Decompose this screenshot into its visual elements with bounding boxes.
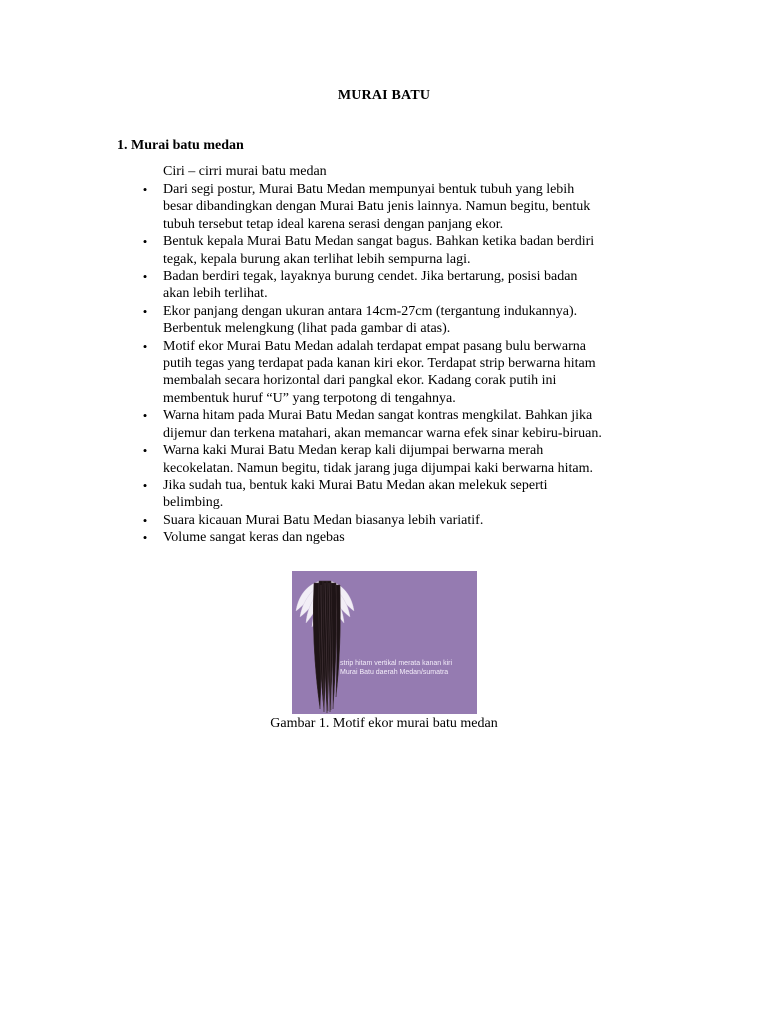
bullet-icon: •	[142, 477, 148, 493]
bullet-item	[137, 407, 657, 442]
bullet-line: Motif ekor Murai Batu Medan adalah terdapat empat pasang bulu berwarna	[163, 338, 586, 354]
bullet-item	[137, 181, 657, 233]
bullet-icon: •	[142, 182, 148, 197]
bullet-line: putih tegas yang terdapat pada kanan kiri ekor. Terdapat strip berwarna hitam	[163, 356, 596, 372]
bullet-line: Berbentuk melengkung (lihat pada gambar di atas).	[163, 321, 451, 337]
bullet-line: tegak, kepala burung akan terlihat lebih sempurna lagi.	[163, 251, 471, 267]
bullet-line: membentuk huruf “U” yang terpotong di tengahnya.	[163, 390, 456, 406]
bullet-line: Warna kaki Murai Batu Medan kerap kali dijumpai berwarna merah	[163, 443, 544, 459]
bullet-line: Volume sangat keras dan ngebas	[163, 530, 345, 546]
bullet-icon: •	[142, 443, 148, 459]
bullet-item	[137, 303, 657, 338]
bullet-icon: •	[142, 530, 148, 546]
bullet-line: Bentuk kepala Murai Batu Medan sangat bagus. Bahkan ketika badan berdiri	[163, 234, 595, 250]
bullet-line: dijemur dan terkena matahari, akan memancar warna efek sinar kebiru-biruan.	[163, 425, 602, 441]
bullet-line: kecokelatan. Namun begitu, tidak jarang juga dijumpai kaki berwarna hitam.	[163, 460, 593, 476]
tail-pattern-image	[292, 571, 477, 714]
bullet-icon: •	[142, 234, 148, 250]
bullet-icon: •	[142, 338, 148, 354]
bullet-item	[137, 233, 657, 268]
bullet-line: Ekor panjang dengan ukuran antara 14cm-27cm (tergantung indukannya).	[163, 303, 578, 319]
image-text-line-1: strip hitam vertikal merata kanan kiri	[340, 660, 453, 667]
image-text-line-2: Murai Batu daerah Medan/sumatra	[340, 669, 449, 676]
bullet-item	[137, 442, 657, 477]
bullet-icon: •	[142, 408, 148, 424]
image-embedded-text	[340, 659, 452, 677]
bullet-line: besar dibandingkan dengan Murai Batu jenis lainnya. Namun begitu, bentuk	[163, 199, 591, 215]
bullet-line: akan lebih terlihat.	[163, 286, 268, 302]
bullet-icon: •	[142, 269, 148, 285]
bullet-item	[137, 268, 657, 303]
intro-line: Ciri – cirri murai batu medan	[163, 164, 327, 179]
figure-caption: Gambar 1. Motif ekor murai batu medan	[270, 716, 498, 731]
section-heading: 1. Murai batu medan	[117, 138, 244, 153]
bullet-line: Jika sudah tua, bentuk kaki Murai Batu Medan akan melekuk seperti	[163, 477, 548, 493]
bullet-item	[137, 338, 657, 408]
tail-feathers-illustration	[292, 571, 477, 714]
bullet-item	[137, 512, 657, 529]
bullet-line: Badan berdiri tegak, layaknya burung cendet. Jika bertarung, posisi badan	[163, 269, 578, 285]
bullet-icon: •	[142, 512, 148, 528]
bullet-line: tubuh tersebut tetap ideal karena serasi dengan panjang ekor.	[163, 216, 504, 232]
bullet-line: belimbing.	[163, 495, 224, 511]
bullet-line: membalah secara horizontal dari pangkal ekor. Kadang corak putih ini	[163, 373, 557, 389]
bullet-line: Dari segi postur, Murai Batu Medan mempunyai bentuk tubuh yang lebih	[163, 182, 575, 197]
bullet-item	[137, 477, 657, 512]
bullet-line: Suara kicauan Murai Batu Medan biasanya lebih variatif.	[163, 512, 484, 528]
document-title: MURAI BATU	[337, 88, 431, 103]
bullet-line: Warna hitam pada Murai Batu Medan sangat kontras mengkilat. Bahkan jika	[163, 408, 593, 424]
bullet-icon: •	[142, 303, 148, 319]
bullet-list	[137, 181, 657, 547]
bullet-item	[137, 529, 657, 546]
